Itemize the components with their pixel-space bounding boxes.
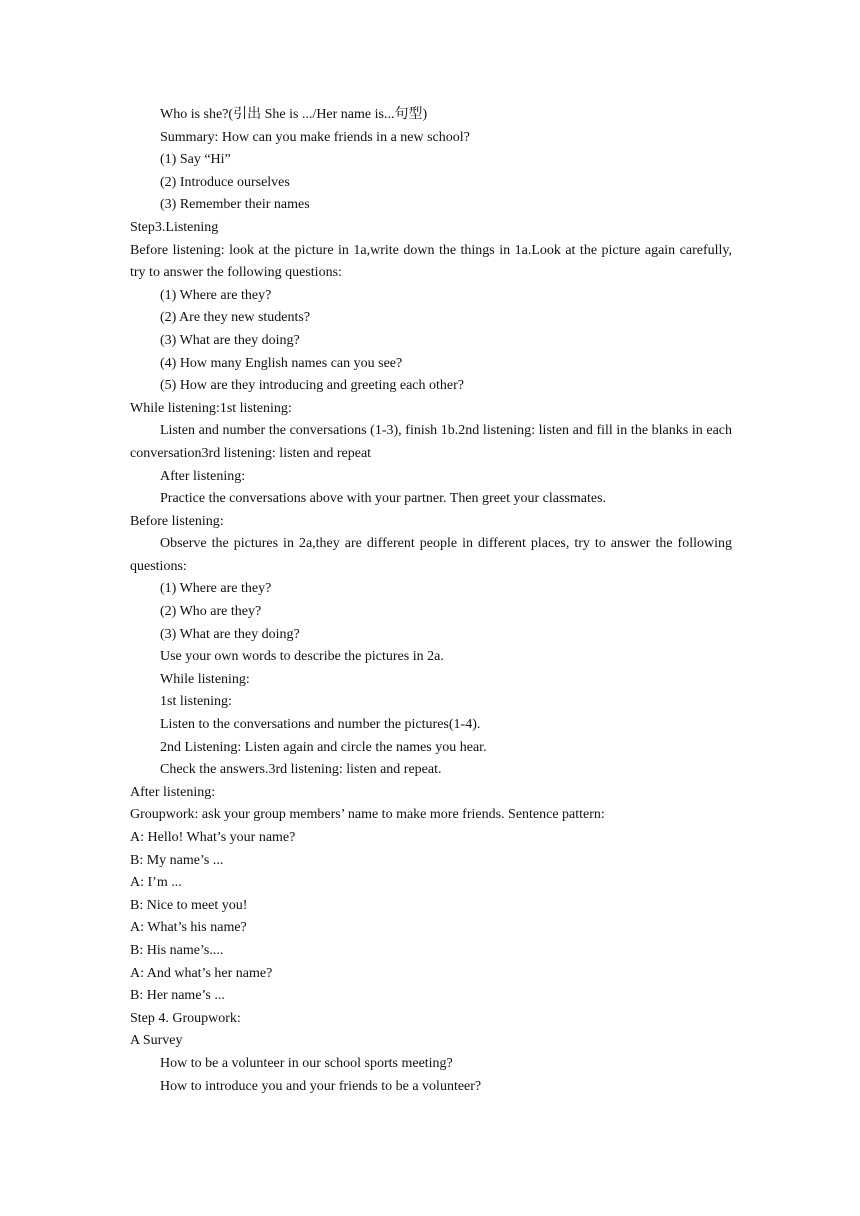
question-item: (4) How many English names can you see?	[160, 355, 403, 371]
text-line: Use your own words to describe the pictures in 2a.	[160, 649, 444, 665]
question-item: (1) Where are they?	[160, 287, 272, 303]
text-line: After listening:	[160, 468, 246, 484]
paragraph: Before listening: look at the picture in 1a,write down the things in 1a.Look at the picture again carefully, try to answer the following questions:	[130, 242, 732, 281]
list-item: (2) Introduce ourselves	[160, 174, 290, 190]
summary-question: Summary: How can you make friends in a new school?	[160, 129, 470, 145]
text-line: How to introduce you and your friends to be a volunteer?	[160, 1078, 482, 1094]
dialogue-line: B: His name’s....	[130, 942, 224, 958]
text-line: 2nd Listening: Listen again and circle the names you hear.	[160, 739, 487, 755]
text-line: After listening:	[130, 784, 216, 800]
paragraph: Observe the pictures in 2a,they are different people in different places, try to answer the following questions:	[130, 536, 732, 574]
dialogue-line: B: Nice to meet you!	[130, 897, 248, 913]
question-item: (3) What are they doing?	[160, 626, 300, 642]
list-item: (1) Say “Hi”	[160, 152, 231, 168]
text-line: Groupwork: ask your group members’ name to make more friends. Sentence pattern:	[130, 807, 605, 823]
list-item: (3) Remember their names	[160, 197, 310, 213]
dialogue-line: A: And what’s her name?	[130, 965, 273, 981]
text-line: Before listening:	[130, 513, 224, 529]
section-heading: Step 4. Groupwork:	[130, 1010, 241, 1026]
document-page	[130, 104, 732, 1098]
dialogue-line: A: I’m ...	[130, 875, 182, 891]
text-line: Listen to the conversations and number the pictures(1-4).	[160, 717, 481, 733]
dialogue-line: B: My name’s ...	[130, 852, 224, 868]
question-item: (2) Are they new students?	[160, 310, 311, 326]
text-line: How to be a volunteer in our school sports meeting?	[160, 1055, 453, 1071]
question-item: (5) How are they introducing and greeting each other?	[160, 378, 464, 394]
section-heading: Step3.Listening	[130, 219, 219, 235]
dialogue-line: B: Her name’s ...	[130, 988, 225, 1004]
text-line: Practice the conversations above with your partner. Then greet your classmates.	[160, 491, 607, 507]
text-line: While listening:	[160, 671, 250, 687]
text-line: Who is she?(引出 She is .../Her name is...句型)	[160, 107, 428, 122]
dialogue-line: A: Hello! What’s your name?	[130, 830, 296, 845]
paragraph: Listen and number the conversations (1-3), finish 1b.2nd listening: listen and fill in the blanks in each conversation3rd listening: listen and repeat	[130, 423, 732, 461]
question-item: (2) Who are they?	[160, 604, 262, 620]
question-item: (3) What are they doing?	[160, 332, 300, 348]
question-item: (1) Where are they?	[160, 581, 272, 597]
text-line: While listening:1st listening:	[130, 400, 292, 416]
text-line: A Survey	[130, 1033, 183, 1049]
dialogue-line: A: What’s his name?	[130, 920, 247, 936]
text-line: 1st listening:	[160, 694, 232, 710]
text-line: Check the answers.3rd listening: listen and repeat.	[160, 762, 442, 778]
